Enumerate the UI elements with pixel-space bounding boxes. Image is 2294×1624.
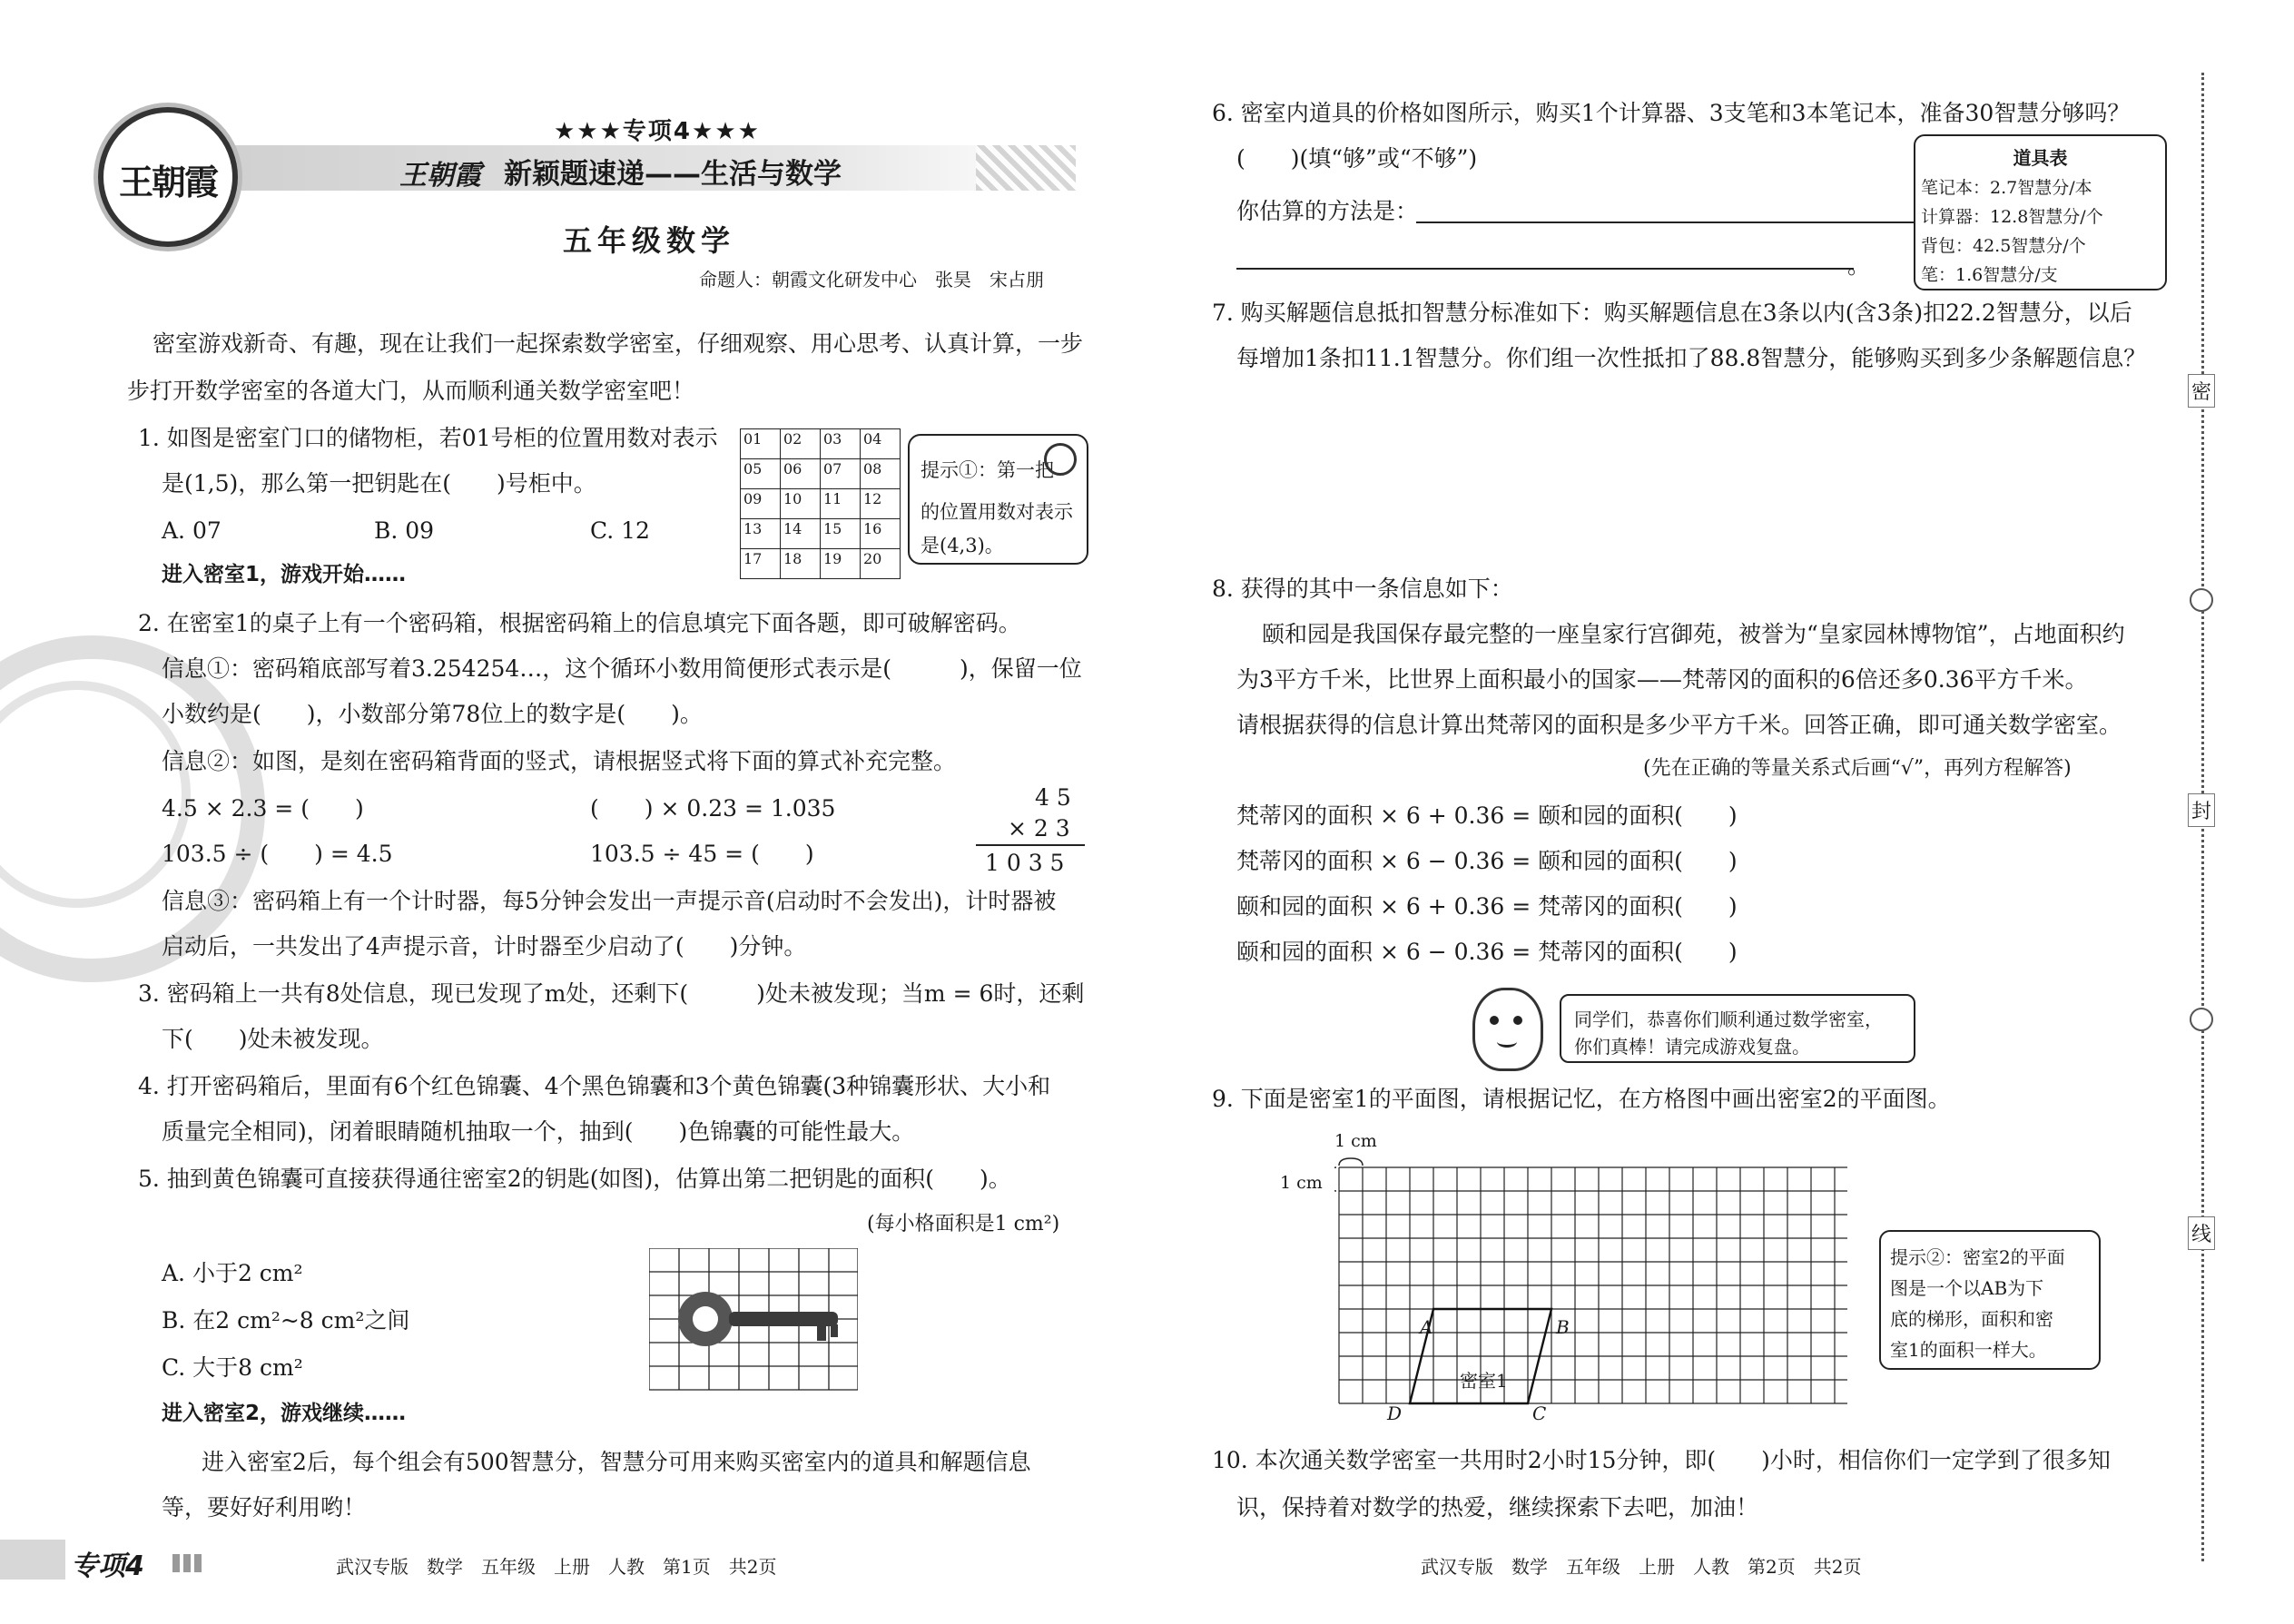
q10-line-2: 识，保持着对数学的热爱，继续探索下去吧，加油！ <box>1236 1494 1759 1521</box>
q5-note: (每小格面积是1 cm²) <box>867 1213 1060 1235</box>
q8-note: (先在正确的等量关系式后画“√”，再列方程解答) <box>1643 757 2072 780</box>
q2-line-1: 2. 在密室1的桌子上有一个密码箱，根据密码箱上的信息填完下面各题，即可破解密码。 <box>138 610 1021 636</box>
cabinet-cell: 15 <box>821 519 861 549</box>
hint-2-line-1: 提示②：密室2的平面 <box>1890 1246 2065 1268</box>
props-table <box>1914 134 2167 290</box>
speech-bubble <box>1560 994 1915 1063</box>
vertical-calc-top: 4 5 <box>1035 784 1071 811</box>
cabinet-cell: 18 <box>781 549 821 579</box>
q2-eq-4: 103.5 ÷ 45 = ( ) <box>590 841 814 867</box>
cabinet-cell: 20 <box>861 549 901 579</box>
unit-brace-top <box>1339 1158 1363 1166</box>
q8-option-4: 颐和园的面积 × 6 − 0.36 = 梵蒂冈的面积( ) <box>1236 939 1738 965</box>
cabinet-cell: 17 <box>741 549 781 579</box>
q1-line-1: 1. 如图是密室门口的储物柜，若01号柜的位置用数对表示 <box>138 425 718 451</box>
hint-2-line-2: 图是一个以AB为下 <box>1890 1277 2044 1299</box>
q8-para-2: 为3平方千米，比世界上面积最小的国家——梵蒂冈的面积的6倍还多0.36平方千米。 <box>1236 666 2088 693</box>
cabinet-cell: 03 <box>821 429 861 459</box>
cabinet-cell: 06 <box>781 459 821 489</box>
footer-left: 武汉专版 数学 五年级 上册 人教 第1页 共2页 <box>336 1556 777 1578</box>
props-row: 计算器：12.8智慧分/个 <box>1921 207 2103 227</box>
cabinet-cell: 02 <box>781 429 821 459</box>
cabinet-cell: 14 <box>781 519 821 549</box>
q6-line-2: ( )(填“够”或“不够”) <box>1236 145 1478 172</box>
unit-label-horizontal: 1 cm <box>1334 1131 1377 1151</box>
header-checker <box>976 145 1076 191</box>
key-image <box>678 1292 838 1346</box>
footer-tag: 专项4 <box>71 1550 144 1582</box>
vertex-c: C <box>1532 1403 1547 1424</box>
q9-line-1: 9. 下面是密室1的平面图，请根据记忆，在方格图中画出密室2的平面图。 <box>1212 1086 1951 1112</box>
q5-option-a: A. 小于2 cm² <box>162 1260 303 1286</box>
q2-eq-2: ( ) × 0.23 = 1.035 <box>590 795 836 822</box>
q6-period: 。 <box>1847 252 1871 279</box>
room2-heading: 进入密室2，游戏继续…… <box>162 1402 407 1425</box>
q6-answer-line-2 <box>1236 268 1854 270</box>
margin-char-feng: 封 <box>2188 793 2215 827</box>
props-row: 笔：1.6智慧分/支 <box>1921 265 2058 285</box>
q1-line-2: 是(1,5)，那么第一把钥匙在( )号柜中。 <box>162 470 596 497</box>
room1-heading: 进入密室1，游戏开始…… <box>162 563 407 586</box>
binding-hole <box>2190 588 2213 612</box>
unit-brace-left <box>1334 1167 1336 1191</box>
margin-char-xian: 线 <box>2188 1216 2215 1250</box>
q8-option-3: 颐和园的面积 × 6 + 0.36 = 梵蒂冈的面积( ) <box>1236 893 1738 920</box>
q1-option-a: A. 07 <box>162 517 222 544</box>
vertical-calc-line <box>976 844 1085 846</box>
plan-grid-lines <box>1339 1167 1847 1403</box>
room2-text-1: 进入密室2后，每个组会有500智慧分，智慧分可用来购买密室内的道具和解题信息 <box>202 1449 1031 1475</box>
q1-option-c: C. 12 <box>590 517 650 544</box>
q7-line-2: 每增加1条扣11.1智慧分。你们组一次性抵扣了88.8智慧分，能够购买到多少条解题信息？ <box>1236 345 2147 371</box>
q2-eq-3: 103.5 ÷ ( ) = 4.5 <box>162 841 393 867</box>
intro-line-2: 步打开数学密室的各道大门，从而顺利通关数学密室吧！ <box>127 378 695 404</box>
q2-info3-b: 启动后，一共发出了4声提示音，计时器至少启动了( )分钟。 <box>162 933 807 960</box>
q2-eq-1: 4.5 × 2.3 = ( ) <box>162 795 364 822</box>
cabinet-cell: 08 <box>861 459 901 489</box>
footer-tag-dots <box>172 1554 202 1572</box>
vertex-b: B <box>1556 1316 1570 1338</box>
vertical-calc-mult: × 2 3 <box>1008 815 1070 842</box>
authors: 命题人：朝霞文化研发中心 张昊 宋占朋 <box>699 269 1044 290</box>
margin-char-mi: 密 <box>2188 374 2215 408</box>
mascot-eye-right <box>1513 1016 1522 1025</box>
cabinet-cell: 09 <box>741 489 781 519</box>
key-grid-figure <box>649 1248 858 1393</box>
cabinet-row <box>741 519 901 549</box>
cabinet-cell: 10 <box>781 489 821 519</box>
q2-info1-b: 小数约是( )，小数部分第78位上的数字是( )。 <box>162 701 703 727</box>
footer-right: 武汉专版 数学 五年级 上册 人教 第2页 共2页 <box>1421 1556 1862 1578</box>
cabinet-row <box>741 549 901 579</box>
cabinet-grid <box>740 428 901 579</box>
q8-line-1: 8. 获得的其中一条信息如下： <box>1212 576 1513 602</box>
subject-title: 五年级数学 <box>563 223 736 258</box>
hint-1-line-3: 是(4,3)。 <box>921 535 1004 556</box>
mascot-icon <box>1472 988 1543 1071</box>
q1-option-b: B. 09 <box>374 517 435 544</box>
hint-box-2 <box>1879 1230 2101 1370</box>
hint-1-line-1: 提示①：第一把 <box>921 459 1054 481</box>
hint-2-line-3: 底的梯形，面积和密 <box>1890 1308 2053 1330</box>
header-badge: ★★★专项4★★★ <box>554 118 761 145</box>
cabinet-cell: 13 <box>741 519 781 549</box>
hint-2-line-4: 室1的面积一样大。 <box>1890 1339 2047 1361</box>
q6-line-3: 你估算的方法是： <box>1236 198 1419 224</box>
vertical-calc-result: 1 0 3 5 <box>985 850 1065 876</box>
q6-line-1: 6. 密室内道具的价格如图所示，购买1个计算器、3支笔和3本笔记本，准备30智慧分够吗？ <box>1212 100 2131 126</box>
q5-option-b: B. 在2 cm²~8 cm²之间 <box>162 1307 410 1334</box>
page-title: 新颖题速递——生活与数学 <box>504 158 842 191</box>
props-table-title: 道具表 <box>2013 147 2068 169</box>
q8-para-3: 请根据获得的信息计算出梵蒂冈的面积是多少平方千米。回答正确，即可通关数学密室。 <box>1236 712 2122 738</box>
binding-hole <box>2190 1008 2213 1031</box>
q2-info3-a: 信息③：密码箱上有一个计时器，每5分钟会发出一声提示音(启动时不会发出)，计时器被 <box>162 888 1057 914</box>
q8-option-2: 梵蒂冈的面积 × 6 − 0.36 = 颐和园的面积( ) <box>1236 848 1738 874</box>
intro-line-1: 密室游戏新奇、有趣，现在让我们一起探索数学密室，仔细观察、用心思考、认真计算，一步 <box>153 330 1084 357</box>
footer-tag-bar <box>0 1540 65 1580</box>
bubble-line-2: 你们真棒！请完成游戏复盘。 <box>1574 1036 1810 1058</box>
q10-line-1: 10. 本次通关数学密室一共用时2小时15分钟，即( )小时，相信你们一定学到了很多知 <box>1212 1447 2111 1473</box>
q5-line-1: 5. 抽到黄色锦囊可直接获得通往密室2的钥匙(如图)，估算出第二把钥匙的面积( )。 <box>138 1166 1011 1192</box>
vertex-a: A <box>1420 1316 1433 1338</box>
cabinet-cell: 01 <box>741 429 781 459</box>
q8-option-1: 梵蒂冈的面积 × 6 + 0.36 = 颐和园的面积( ) <box>1236 802 1738 829</box>
mascot-eye-left <box>1490 1016 1499 1025</box>
cabinet-cell: 07 <box>821 459 861 489</box>
mascot-mouth <box>1497 1036 1517 1048</box>
logo-seal <box>98 107 238 247</box>
cabinet-row <box>741 429 901 459</box>
room1-label: 密室1 <box>1460 1370 1508 1392</box>
hint-1-line-2: 的位置用数对表示 <box>921 501 1073 523</box>
key-icon <box>1044 443 1077 476</box>
cabinet-cell: 05 <box>741 459 781 489</box>
bubble-line-1: 同学们，恭喜你们顺利通过数学密室， <box>1574 1009 1883 1030</box>
cabinet-cell: 04 <box>861 429 901 459</box>
cabinet-cell: 16 <box>861 519 901 549</box>
q3-line-2: 下( )处未被发现。 <box>162 1026 384 1052</box>
room2-text-2: 等，要好好利用哟！ <box>162 1494 367 1521</box>
props-row: 背包：42.5智慧分/个 <box>1921 236 2086 256</box>
q8-para-1: 颐和园是我国保存最完整的一座皇家行宫御苑，被誉为“皇家园林博物馆”，占地面积约 <box>1262 621 2125 647</box>
q4-line-2: 质量完全相同)，闭着眼睛随机抽取一个，抽到( )色锦囊的可能性最大。 <box>162 1118 915 1145</box>
brand-mark: 王朝霞 <box>399 160 481 192</box>
q2-info2: 信息②：如图，是刻在密码箱背面的竖式，请根据竖式将下面的算式补充完整。 <box>162 748 957 774</box>
logo-text: 王朝霞 <box>118 162 217 202</box>
q5-option-c: C. 大于8 cm² <box>162 1354 303 1381</box>
q3-line-1: 3. 密码箱上一共有8处信息，现已发现了m处，还剩下( )处未被发现；当m = 6时，还剩 <box>138 980 1085 1007</box>
q6-answer-line-1 <box>1416 221 1929 223</box>
cabinet-cell: 12 <box>861 489 901 519</box>
cabinet-row <box>741 489 901 519</box>
q2-info1-a: 信息①：密码箱底部写着3.254254…，这个循环小数用简便形式表示是( )，保留一位 <box>162 655 1082 682</box>
cabinet-cell: 11 <box>821 489 861 519</box>
q7-line-1: 7. 购买解题信息抵扣智慧分标准如下：购买解题信息在3条以内(含3条)扣22.2智慧分，以后 <box>1212 300 2132 326</box>
vertex-d: D <box>1387 1403 1403 1424</box>
unit-label-vertical: 1 cm <box>1280 1173 1323 1193</box>
plan-grid <box>1334 1153 1852 1425</box>
q4-line-1: 4. 打开密码箱后，里面有6个红色锦囊、4个黑色锦囊和3个黄色锦囊(3种锦囊形状、大小和 <box>138 1073 1051 1099</box>
cabinet-row <box>741 459 901 489</box>
cabinet-cell: 19 <box>821 549 861 579</box>
props-row: 笔记本：2.7智慧分/本 <box>1921 178 2092 198</box>
